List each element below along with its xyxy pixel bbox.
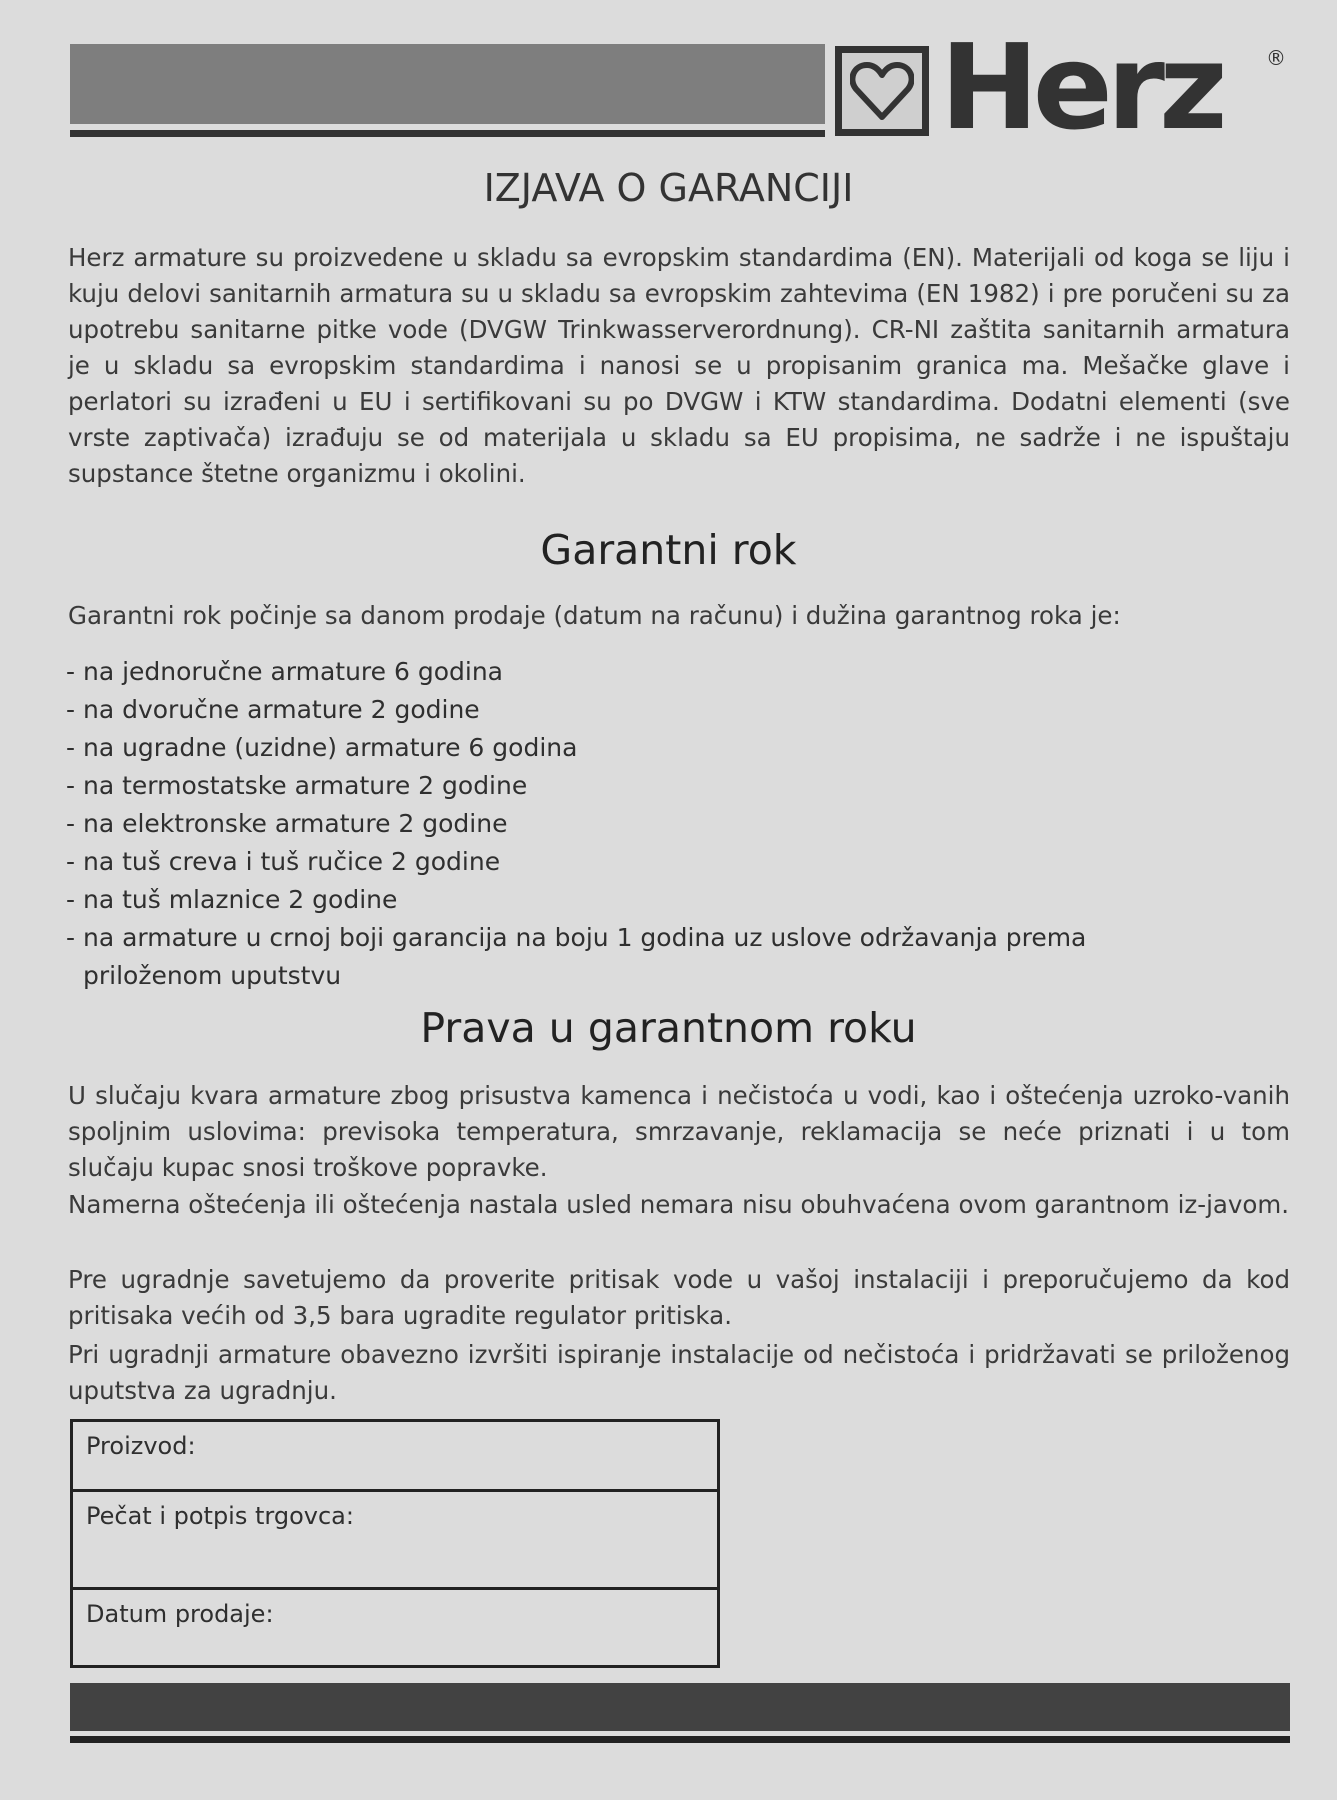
list-item: - na armature u crnoj boji garancija na boju 1 godina uz uslove održavanja prema priloženom uputstvu xyxy=(66,923,1087,990)
page-header xyxy=(70,18,1290,156)
footer-divider xyxy=(70,1736,1290,1743)
rights-heading: Prava u garantnom roku xyxy=(420,1004,917,1052)
heart-icon xyxy=(850,61,914,123)
warranty-period-heading: Garantni rok xyxy=(540,526,797,574)
intro-paragraph: Herz armature su proizvedene u skladu sa evropskim standardima (EN). Materijali od koga se liju i kuju delovi sanitarnih armatura su u skladu sa evropskim zahtevima (EN 1982) i pre poručeni su za upotrebu sanitarne pitke vode (DVGW Trinkwasserverordnung). CR-NI zaštita sanitarnih armatura je u skladu sa evropskim standardima i nanosi se u propisanim granica ma. Mešačke glave i perlatori su izrađeni u EU i sertifikovani su po DVGW i KTW standardima. Dodatni elementi (sve vrste zaptivača) izrađuju se od materijala u skladu sa EU propisima, ne sadrže i ne ispuštaju supstance štetne organizmu i okolini. xyxy=(68,243,1290,488)
product-field[interactable] xyxy=(73,1422,717,1492)
sale-date-field[interactable] xyxy=(73,1590,717,1665)
header-bar xyxy=(70,44,825,124)
rights-paragraph: Pri ugradnji armature obavezno izvršiti ispiranje instalacije od nečistoća i pridržavati se priloženog uputstva za ugradnju. xyxy=(68,1340,1290,1405)
stamp-signature-field[interactable] xyxy=(73,1492,717,1590)
product-label: Proizvod: xyxy=(86,1432,196,1460)
list-item: - na elektronske armature 2 godine xyxy=(66,809,508,838)
list-item: - na dvoručne armature 2 godine xyxy=(66,695,480,724)
sale-date-label: Datum prodaje: xyxy=(86,1600,274,1628)
list-item: - na jednoručne armature 6 godina xyxy=(66,657,503,686)
list-item: - na ugradne (uzidne) armature 6 godina xyxy=(66,733,578,762)
stamp-signature-label: Pečat i potpis trgovca: xyxy=(86,1502,354,1530)
list-item: - na tuš creva i tuš ručice 2 godine xyxy=(66,847,501,876)
page-title: IZJAVA O GARANCIJI xyxy=(483,166,854,210)
warranty-period-list xyxy=(66,653,1266,995)
header-divider xyxy=(70,130,825,137)
footer-bar xyxy=(70,1683,1290,1731)
warranty-period-intro: Garantni rok počinje sa danom prodaje (datum na računu) i dužina garantnog roka je: xyxy=(68,601,1121,630)
warranty-form-table xyxy=(70,1419,720,1668)
herz-logo-box xyxy=(835,46,929,136)
herz-logo-text: Herz xyxy=(940,18,1222,156)
registered-mark: ® xyxy=(1266,46,1286,70)
rights-paragraph: U slučaju kvara armature zbog prisustva kamenca i nečistoća u vodi, kao i oštećenja uzroko-vanih spoljnim uslovima: previsoka temperatura, smrzavanje, reklamacija se neće priznati i u tom slučaju kupac snosi troškove popravke. xyxy=(68,1081,1290,1182)
rights-paragraph: Namerna oštećenja ili oštećenja nastala usled nemara nisu obuhvaćena ovom garantnom iz-javom. xyxy=(68,1190,1290,1219)
rights-paragraph: Pre ugradnje savetujemo da proverite pritisak vode u vašoj instalaciji i preporučujemo da kod pritisaka većih od 3,5 bara ugradite regulator pritiska. xyxy=(68,1265,1290,1330)
list-item: - na termostatske armature 2 godine xyxy=(66,771,528,800)
list-item: - na tuš mlaznice 2 godine xyxy=(66,885,398,914)
